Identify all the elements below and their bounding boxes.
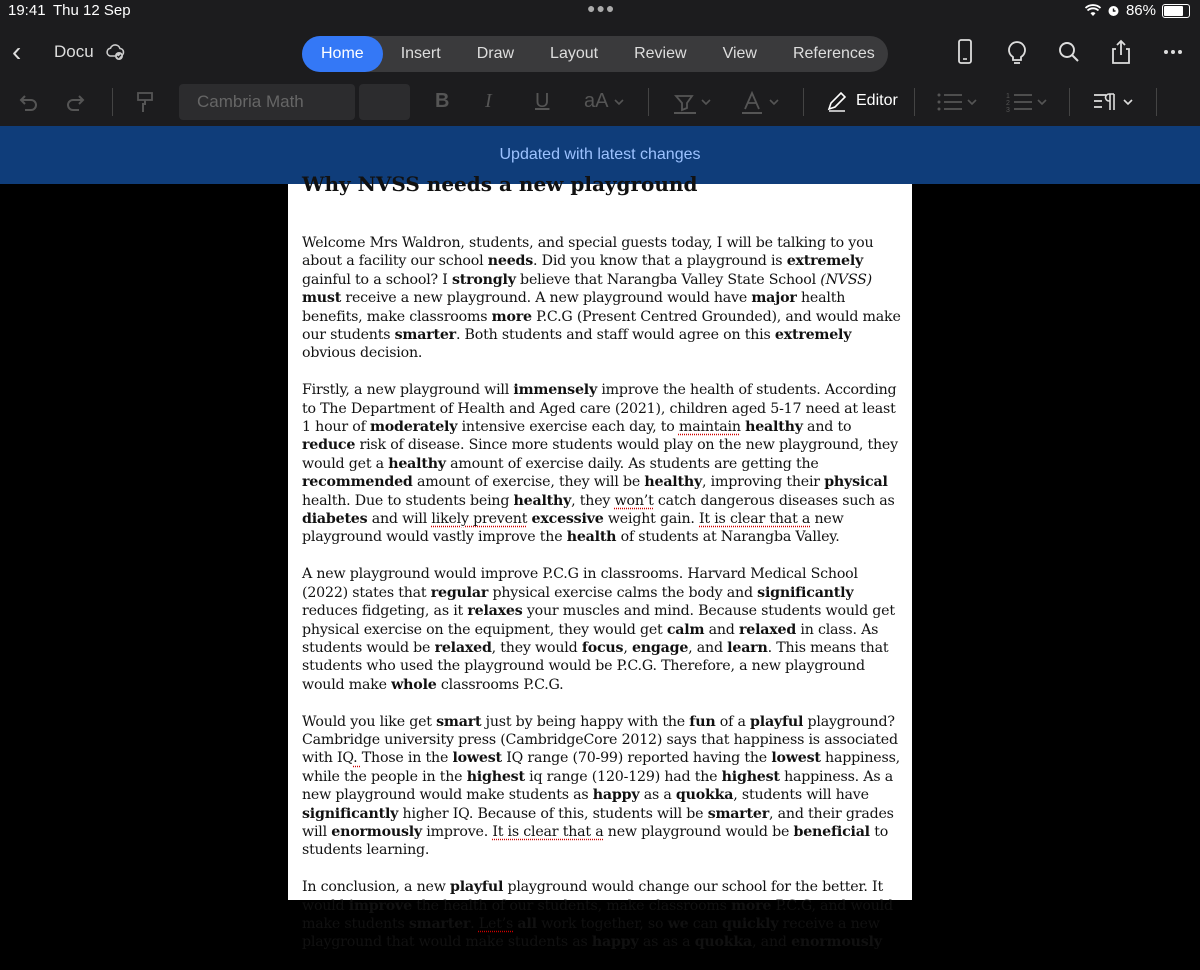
divider — [1156, 88, 1157, 116]
battery-icon — [1162, 4, 1190, 18]
paragraph: In conclusion, a new playful playground would change our school for the better. It would improve the health of our students, make classrooms more P.C.G, and would make students smarter. Let’s all work together, so we can quickly receive a new playground that would make students as happy as as a quokka, and enormously — [302, 879, 893, 951]
chevron-down-icon[interactable] — [966, 90, 978, 114]
format-painter-icon[interactable] — [134, 90, 156, 114]
lightbulb-icon[interactable] — [1004, 38, 1030, 66]
battery-percent: 86% — [1125, 2, 1156, 19]
tab-review[interactable]: Review — [634, 45, 687, 62]
status-time: 19:41 — [8, 2, 46, 19]
cloud-saved-icon[interactable] — [104, 41, 126, 63]
svg-text:3: 3 — [1006, 107, 1010, 114]
numbered-list-icon[interactable] — [1006, 90, 1034, 114]
tab-insert[interactable]: Insert — [400, 45, 441, 62]
document-page[interactable] — [288, 172, 912, 951]
svg-text:1: 1 — [1006, 93, 1010, 100]
font-size-field[interactable] — [359, 84, 410, 120]
status-bar — [0, 0, 1200, 24]
change-case-button[interactable]: aA — [584, 90, 609, 112]
top-toolbar — [0, 24, 1200, 80]
tab-draw[interactable]: Draw — [476, 45, 515, 62]
status-right — [1085, 2, 1190, 19]
share-icon[interactable] — [1108, 38, 1134, 66]
wifi-icon — [1085, 5, 1101, 17]
divider — [1069, 88, 1070, 116]
divider — [648, 88, 649, 116]
editor-button[interactable] — [826, 90, 898, 112]
chevron-down-icon[interactable] — [613, 90, 625, 114]
toolbar-actions — [952, 38, 1186, 66]
undo-icon[interactable] — [16, 90, 40, 114]
multitasking-dots-icon[interactable]: ●●● — [587, 0, 616, 16]
more-icon[interactable] — [1160, 38, 1186, 66]
document-title[interactable]: Docu — [54, 42, 94, 61]
update-banner: Updated with latest changes — [0, 126, 1200, 184]
chevron-down-icon[interactable] — [768, 90, 780, 114]
paragraph-format-icon[interactable] — [1092, 90, 1118, 114]
tab-home[interactable]: Home — [302, 36, 383, 72]
italic-button[interactable]: I — [485, 90, 492, 112]
font-color-icon[interactable] — [740, 90, 764, 114]
divider — [914, 88, 915, 116]
divider — [112, 88, 113, 116]
format-toolbar — [0, 80, 1200, 126]
ribbon-tabs — [302, 36, 888, 72]
font-name-field[interactable]: Cambria Math — [179, 84, 355, 120]
document-heading: Why NVSS needs a new playground — [302, 172, 698, 196]
mobile-view-icon[interactable] — [952, 38, 978, 66]
redo-icon[interactable] — [64, 90, 88, 114]
bold-button[interactable]: B — [435, 90, 450, 112]
paragraph: Firstly, a new playground will immensely improve the health of students. According to The Department of Health and Aged care (2021), children aged 5-17 need at least 1 hour of moderately intensive exercise each day, to maintain healthy and to reduce risk of disease. Since more students would play on the new playground, they would get a healthy amount of exercise daily. As students are getting the recommended amount of exercise, they will be healthy, improving their physical health. Due to students being healthy, they won’t catch dangerous diseases such as diabetes and will likely prevent excessive weight gain. It is clear that a new playground would vastly improve the health of students at Narangba Valley. — [302, 382, 898, 546]
alarm-icon — [1107, 4, 1120, 17]
chevron-down-icon[interactable] — [1122, 90, 1134, 114]
svg-text:2: 2 — [1006, 100, 1010, 107]
tab-references[interactable]: References — [792, 45, 875, 62]
underline-button[interactable]: U — [535, 90, 550, 112]
tab-layout[interactable]: Layout — [550, 45, 599, 62]
highlighter-icon[interactable] — [672, 90, 698, 114]
search-icon[interactable] — [1056, 38, 1082, 66]
paragraph: Welcome Mrs Waldron, students, and special guests today, I will be talking to you about a facility our school needs. Did you know that a playground is extremely gainful to a school? I strongly believe that Narangba Valley State School (NVSS) must receive a new playground. A new playground would have major health benefits, make classrooms more P.C.G (Present Centred Grounded), and would make our students smarter. Both students and staff would agree on this extremely obvious decision. — [302, 235, 901, 362]
chevron-down-icon[interactable] — [1036, 90, 1048, 114]
paragraph: A new playground would improve P.C.G in classrooms. Harvard Medical School (2022) states that regular physical exercise calms the body and significantly reduces fidgeting, as it relaxes your muscles and mind. Because students would get physical exercise on the equipment, they would get calm and relaxed in class. As students would be relaxed, they would focus, engage, and learn. This means that students who used the playground would be P.C.G. Therefore, a new playground would make whole classrooms P.C.G. — [302, 566, 895, 693]
divider — [803, 88, 804, 116]
chevron-down-icon[interactable] — [700, 90, 712, 114]
paragraph: Would you like get smart just by being happy with the fun of a playful playground? Cambridge university press (CambridgeCore 2012) says that happiness is associated with IQ. Those in the lowest IQ range (70-99) reported having the lowest happiness, while the people in the highest iq range (120-129) had the highest happiness. As a new playground would make students as happy as a quokka, students will have significantly higher IQ. Because of this, students will be smarter, and their grades will enormously improve. It is clear that a new playground would be beneficial to students learning. — [302, 713, 900, 859]
document-body[interactable] — [302, 234, 902, 970]
status-date: Thu 12 Sep — [53, 2, 131, 19]
back-chevron-icon[interactable]: ‹ — [12, 36, 22, 67]
bullet-list-icon[interactable] — [936, 90, 964, 114]
editor-pen-icon — [826, 90, 848, 112]
tab-view[interactable]: View — [722, 45, 757, 62]
editor-label: Editor — [856, 92, 898, 109]
